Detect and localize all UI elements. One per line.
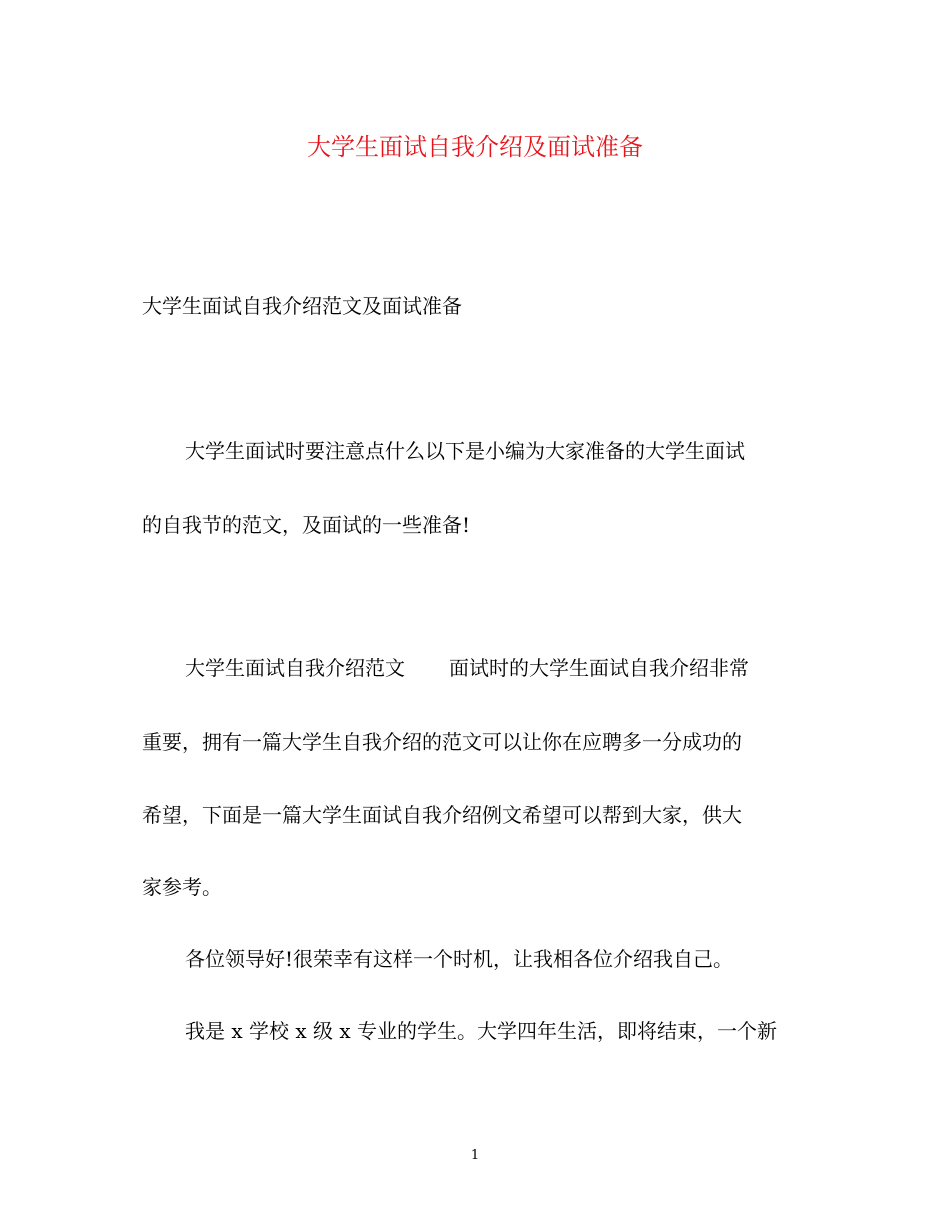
paragraph-2-line-2: 重要，拥有一篇大学生自我介绍的范文可以让你在应聘多一分成功的 [142,730,742,754]
paragraph-2-line-1 [185,654,749,682]
paragraph-2-line-3: 希望，下面是一篇大学生面试自我介绍例文希望可以帮到大家，供大 [142,803,742,827]
paragraph-2-line-1-text: 面试时的大学生面试自我介绍非常 [449,656,749,680]
page-number: 1 [470,1148,480,1163]
paragraph-2-line-4: 家参考。 [142,875,222,899]
document-title: 大学生面试自我介绍及面试准备 [307,133,643,161]
document-subtitle: 大学生面试自我介绍范文及面试准备 [142,294,462,318]
paragraph-1-line-1: 大学生面试时要注意点什么以下是小编为大家准备的大学生面试 [185,439,745,463]
paragraph-3-line-1: 各位领导好!很荣幸有这样一个时机，让我相各位介绍我自己。 [185,947,734,971]
paragraph-4-line-1: 我是 x 学校 x 级 x 专业的学生。大学四年生活，即将结束，一个新 [185,1019,777,1043]
paragraph-2-heading: 大学生面试自我介绍范文 [185,656,405,680]
paragraph-1-line-2: 的自我节的范文，及面试的一些准备! [142,513,471,537]
